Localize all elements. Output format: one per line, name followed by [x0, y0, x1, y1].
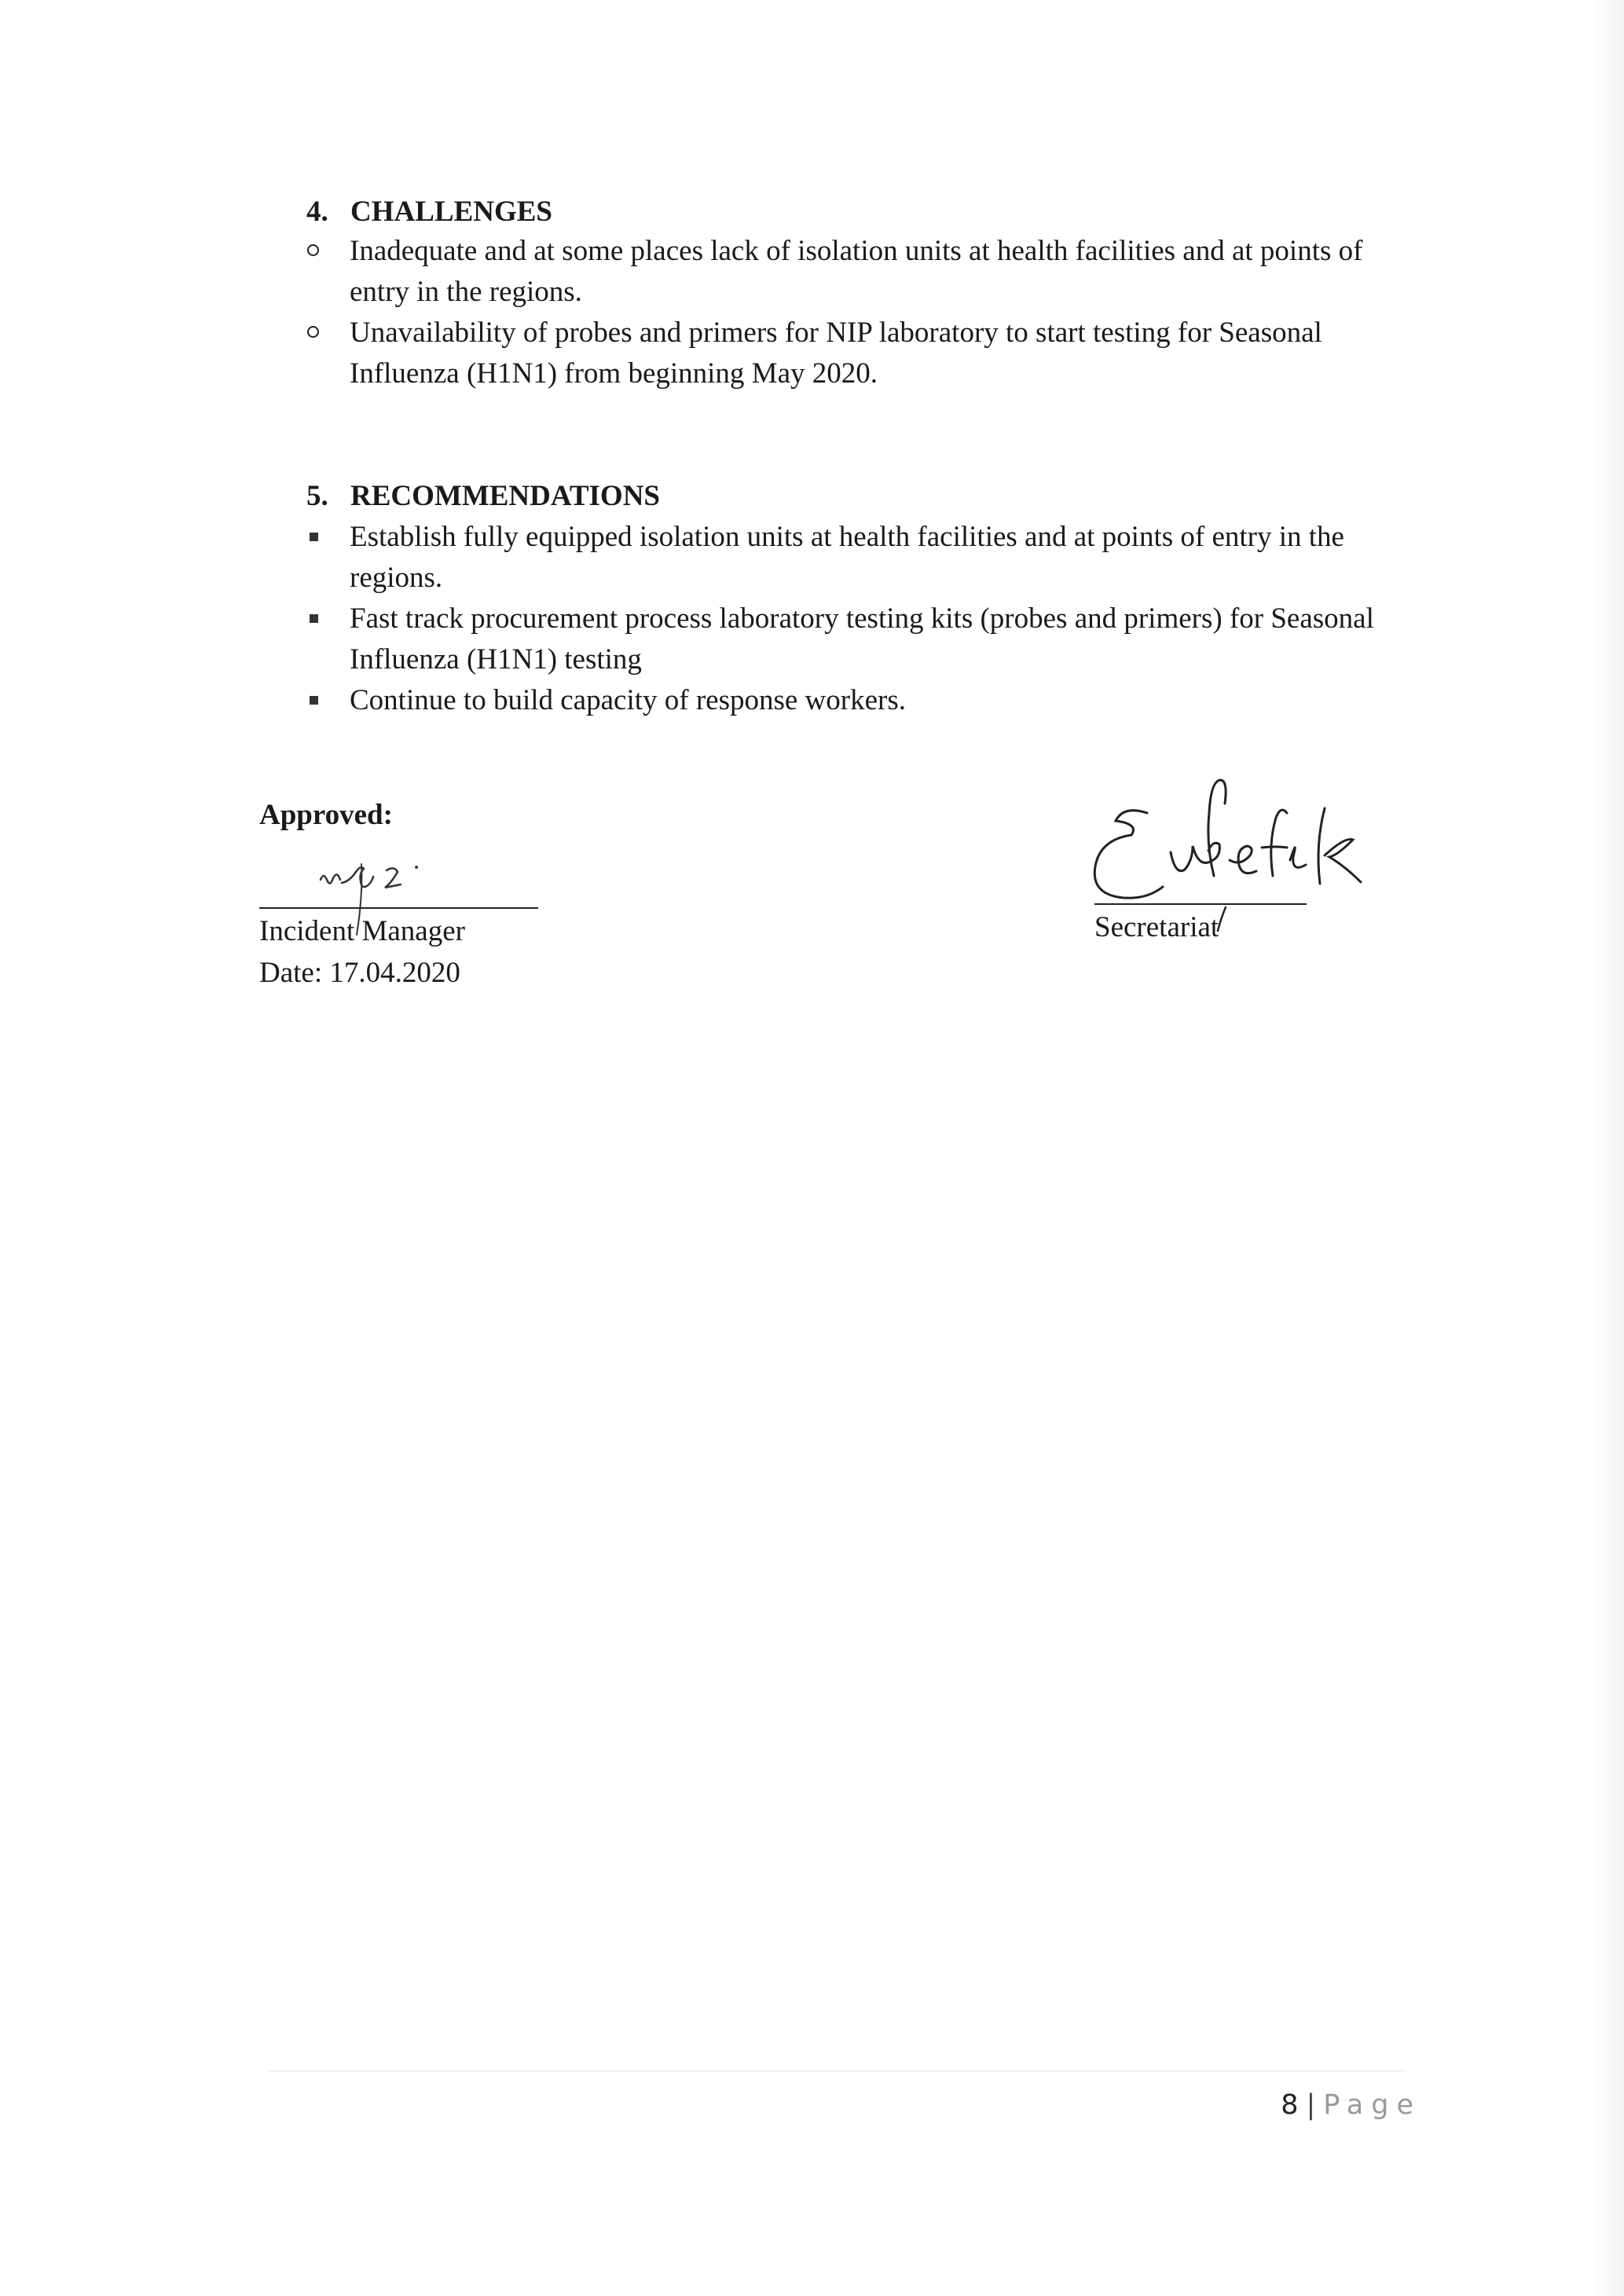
approved-label: Approved: — [259, 799, 393, 831]
page-word: Page — [1323, 2089, 1421, 2121]
list-item — [302, 680, 1418, 721]
recommendations-list — [302, 517, 1418, 721]
recommendation-text: Fast track procurement process laboratory testing kits (probes and primers) for Seasonal Influenza (H1N1) testing — [350, 602, 1374, 676]
challenges-heading — [306, 192, 552, 233]
incident-manager-role: Incident Manager — [259, 915, 465, 947]
square-bullet-icon — [310, 696, 318, 705]
incident-manager-signature-line — [259, 907, 538, 909]
page-separator: | — [1306, 2089, 1316, 2121]
square-bullet-icon — [310, 614, 318, 623]
approval-date: Date: 17.04.2020 — [259, 957, 460, 989]
challenges-number: 4. — [306, 196, 328, 228]
challenge-text: Unavailability of probes and primers for NIP laboratory to start testing for Seasonal Influenza (H1N1) from beginning May 2020. — [350, 317, 1322, 390]
recommendation-text: Continue to build capacity of response workers. — [350, 684, 906, 716]
secretariat-role: Secretariat — [1094, 911, 1219, 943]
page-number — [1281, 2089, 1421, 2121]
recommendation-text: Establish fully equipped isolation units at health facilities and at points of entry in the regions. — [350, 521, 1344, 594]
list-item — [302, 599, 1418, 680]
challenges-list — [302, 231, 1418, 394]
recommendations-title: RECOMMENDATIONS — [350, 480, 660, 512]
list-item — [302, 231, 1418, 313]
secretariat-signature-line — [1094, 903, 1307, 905]
scan-shadow — [1593, 0, 1624, 2296]
challenges-title: CHALLENGES — [350, 196, 553, 228]
circle-bullet-icon — [307, 244, 319, 256]
circle-bullet-icon — [307, 326, 319, 338]
list-item — [302, 517, 1418, 599]
list-item — [302, 313, 1418, 394]
recommendations-number: 5. — [306, 480, 328, 512]
square-bullet-icon — [310, 533, 318, 541]
page-number-value: 8 — [1281, 2089, 1299, 2121]
challenge-text: Inadequate and at some places lack of isolation units at health facilities and at points of entry in the regions. — [350, 235, 1363, 308]
recommendations-heading — [306, 476, 660, 517]
